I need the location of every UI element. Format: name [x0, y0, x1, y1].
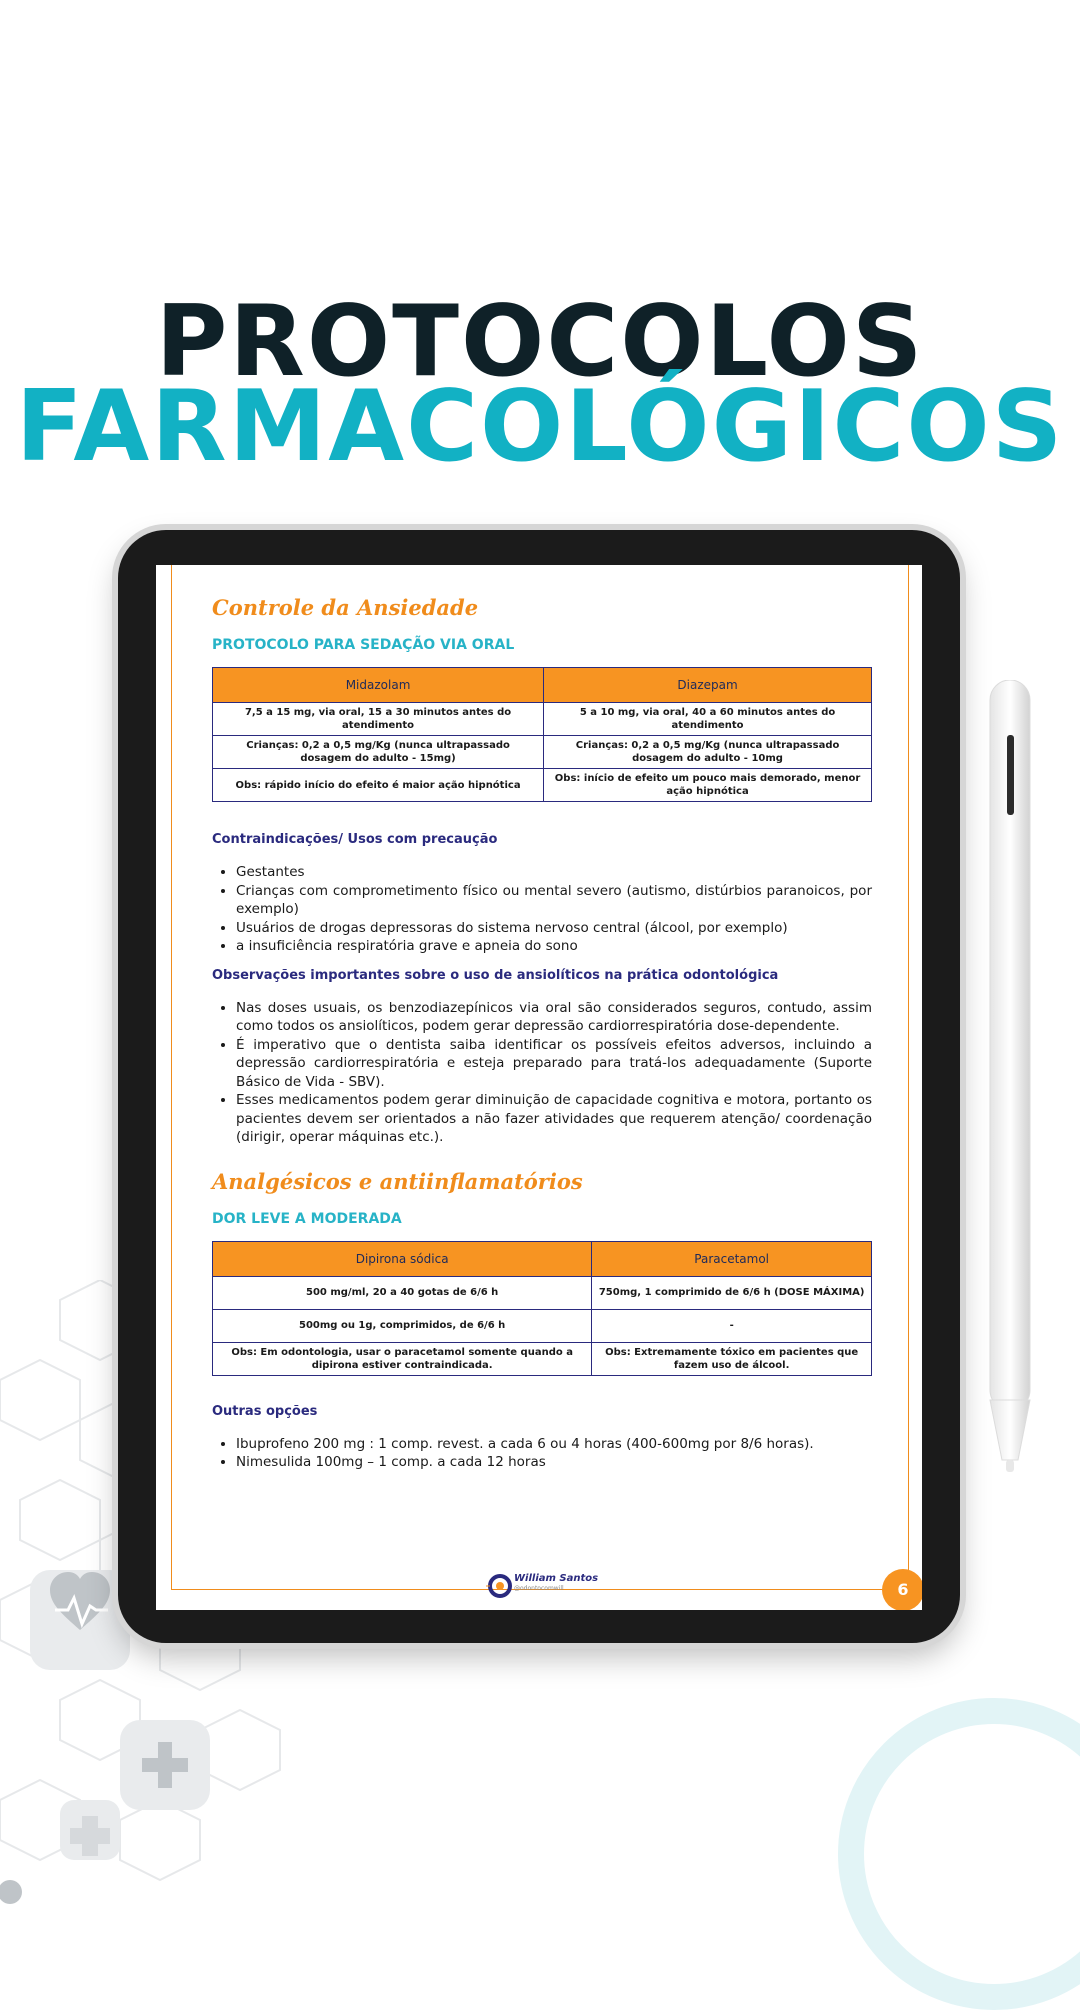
headline-line1: PROTOCOLOS [155, 285, 925, 399]
table-header: Paracetamol [592, 1241, 872, 1276]
table-cell: 500 mg/ml, 20 a 40 gotas de 6/6 h [213, 1276, 592, 1309]
page-number-badge: 6 [882, 1569, 922, 1610]
table-header: Midazolam [213, 668, 544, 703]
analgesic-table [212, 1241, 872, 1376]
other-options-list [212, 1435, 872, 1472]
table-cell: Crianças: 0,2 a 0,5 mg/Kg (nunca ultrapassado dosagem do adulto - 15mg) [213, 736, 544, 769]
table-cell: 500mg ou 1g, comprimidos, de 6/6 h [213, 1309, 592, 1342]
decorative-ring [838, 1698, 1080, 2010]
list-item: • Esses medicamentos podem gerar diminuição de capacidade cognitiva e motora, portanto os pacientes devem ser orientados a não fazer atividades que requerem atenção/ coordenação (dirigir, operar máquinas etc.). [236, 1091, 872, 1147]
table-cell: Crianças: 0,2 a 0,5 mg/Kg (nunca ultrapassado dosagem do adulto - 10mg [544, 736, 872, 769]
sedation-table [212, 667, 872, 802]
list-item: • Nimesulida 100mg – 1 comp. a cada 12 horas [236, 1453, 872, 1472]
tablet-device [118, 530, 960, 1643]
list-item: • É imperativo que o dentista saiba identificar os possíveis efeitos adversos, incluindo a depressão cardiorrespiratória e esteja preparado para tratá-los adequadamente (Suporte Básico de Vida - SBV). [236, 1036, 872, 1092]
page-content [212, 595, 872, 1472]
author-name: William Santos [514, 1573, 599, 1584]
contraindications-title: Contraindicações/ Usos com precaução [212, 832, 498, 847]
list-item: • Gestantes [236, 863, 872, 882]
table-cell: Obs: Em odontologia, usar o paracetamol somente quando a dipirona estiver contraindicada. [213, 1342, 592, 1375]
list-item: • Nas doses usuais, os benzodiazepínicos via oral são considerados seguros, contudo, assim como todos os ansiolíticos, podem gerar depressão cardiorrespiratória dose-dependente. [236, 999, 872, 1036]
table-header: Dipirona sódica [213, 1241, 592, 1276]
list-item: • Usuários de drogas depressoras do sistema nervoso central (álcool, por exemplo) [236, 919, 872, 938]
section-title-ansiedade: Controle da Ansiedade [212, 595, 479, 620]
table-cell: - [592, 1309, 872, 1342]
list-item: • a insuficiência respiratória grave e apneia do sono [236, 937, 872, 956]
subtitle-dor: DOR LEVE A MODERADA [212, 1210, 402, 1227]
list-item: • Ibuprofeno 200 mg : 1 comp. revest. a cada 6 ou 4 horas (400-600mg por 8/6 horas). [236, 1435, 872, 1454]
subtitle-sedacao: PROTOCOLO PARA SEDAÇÃO VIA ORAL [212, 637, 515, 653]
section-title-analgesicos: Analgésicos e antiinflamatórios [212, 1168, 583, 1194]
table-cell: Obs: Extremamente tóxico em pacientes que fazem uso de álcool. [592, 1342, 872, 1375]
observations-title: Observações importantes sobre o uso de ansiolíticos na prática odontológica [212, 967, 779, 983]
table-header: Diazepam [544, 668, 872, 703]
author-handle: @odontocomwill [514, 1585, 564, 1592]
observations-list [212, 999, 872, 1147]
page-border [171, 565, 172, 1589]
table-cell: Obs: rápido início do efeito é maior ação hipnótica [213, 769, 544, 802]
table-cell: 5 a 10 mg, via oral, 40 a 60 minutos antes do atendimento [544, 703, 872, 736]
document-page [156, 565, 922, 1610]
table-cell: 750mg, 1 comprimido de 6/6 h (DOSE MÁXIMA) [592, 1276, 872, 1309]
stylus-pen [988, 680, 1032, 1480]
other-options-title: Outras opções [212, 1403, 318, 1419]
table-cell: 7,5 a 15 mg, via oral, 15 a 30 minutos antes do atendimento [213, 703, 544, 736]
table-cell: Obs: início de efeito um pouco mais demorado, menor ação hipnótica [544, 769, 872, 802]
contraindications-list [212, 863, 872, 956]
page-border [908, 565, 909, 1589]
headline-line2: FARMACOLÓGICOS [15, 370, 1065, 484]
list-item: • Crianças com comprometimento físico ou mental severo (autismo, distúrbios paranoicos, por exemplo) [236, 882, 872, 919]
